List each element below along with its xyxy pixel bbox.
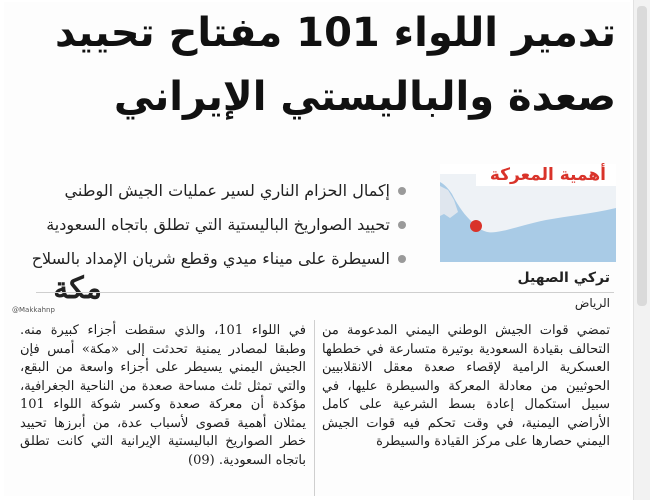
key-point-text: السيطرة على ميناء ميدي وقطع شريان الإمداد بالسلاح [31, 249, 390, 268]
scrollbar-thumb[interactable] [637, 6, 647, 306]
article-paragraph: تمضي قوات الجيش الوطني اليمني المدعومة من التحالف بقيادة السعودية بوتيرة متسارعة في خططها العسكرية الرامية لإقصاء صعدة معقل الانقلابيين الحوثيين من معادلة المعركة والسيطرة عليها، في سبيل استكمال إعادة بسط الشرعية على كامل الأراضي اليمنية، في وقت تحكم فيه قوات الجيش اليمني حصارها على مركز القيادة والسيطرة [322, 323, 610, 449]
author-byline: تركي الصهيل [517, 270, 610, 286]
vertical-scrollbar[interactable] [633, 0, 650, 500]
battle-importance-map [440, 164, 616, 262]
logo-handle: @Makkahnp [12, 306, 55, 314]
divider [36, 292, 614, 293]
bullet-dot-icon [398, 221, 406, 229]
headline-line-2: صعدة والباليستي الإيراني [113, 74, 616, 120]
article-column-right [322, 322, 610, 452]
map-title: أهمية المعركة [476, 164, 616, 186]
dateline: الرياض [574, 296, 610, 310]
location-marker-icon [470, 220, 482, 232]
logo-name: مكة [53, 271, 102, 306]
yemen-map-graphic [440, 174, 616, 262]
key-point [8, 174, 408, 208]
bullet-dot-icon [398, 255, 406, 263]
newspaper-clipping [4, 2, 630, 496]
headline-line-1: تدمير اللواء 101 مفتاح تحييد [55, 10, 616, 56]
key-point [8, 208, 408, 242]
article-paragraph: في اللواء 101، والذي سقطت أجزاء كبيرة منه. وطبقا لمصادر يمنية تحدثت إلى «مكة» أمس فإن الجيش اليمني يسيطر على أجزاء واسعة من البقع، والتي تمثل ثلث مساحة صعدة من الناحية الجغرافية، مؤكدة أن معركة صعدة وكسر شوكة اللواء 101 يمثلان أهمية قصوى لأسباب عدة، من أبرزها تحييد خطر الصواريخ الباليستية الإيرانية التي كانت تطلق باتجاه السعودية. (09) [20, 323, 306, 468]
bullet-dot-icon [398, 187, 406, 195]
newspaper-logo [12, 271, 102, 314]
key-point-text: تحييد الصواريخ الباليستية التي تطلق باتجاه السعودية [46, 215, 390, 234]
key-point-text: إكمال الحزام الناري لسير عمليات الجيش الوطني [64, 181, 390, 200]
key-points-list [8, 174, 408, 276]
column-divider [314, 320, 315, 496]
article-column-left [20, 322, 306, 470]
